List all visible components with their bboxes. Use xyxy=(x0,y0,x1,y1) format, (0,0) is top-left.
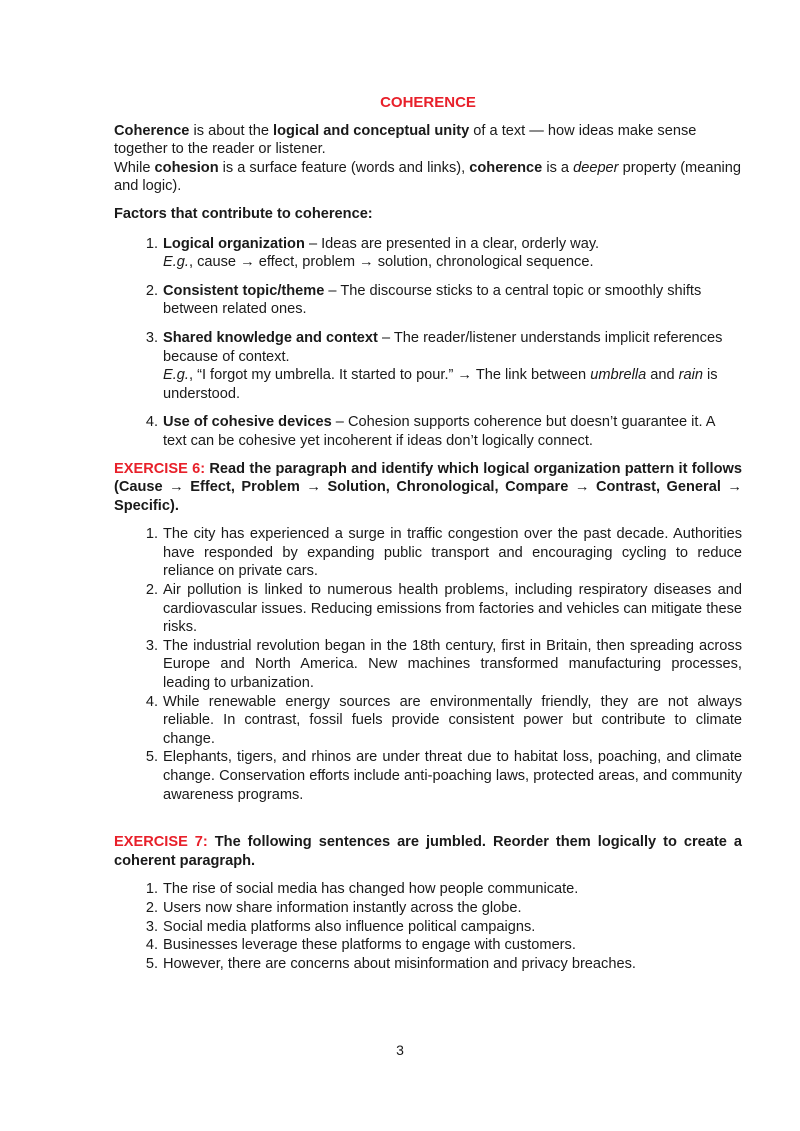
list-item: 4. Businesses leverage these platforms to engage with customers. xyxy=(145,937,576,954)
list-item: 1. The rise of social media has changed how people communicate. xyxy=(145,881,579,898)
exercise-6-heading: EXERCISE 6: Read the paragraph and identify which logical organization pattern it follows (Cause → Effect, Problem → Solution, Chronological, Compare → Contrast, General → Specific). xyxy=(114,460,742,514)
intro-comparison: While cohesion is a surface feature (words and links), coherence is a deeper property (meaning and logic). xyxy=(114,159,742,195)
list-item: 2. Users now share information instantly across the globe. xyxy=(145,899,522,916)
factors-heading: Factors that contribute to coherence: xyxy=(114,205,373,222)
list-item: 2. Consistent topic/theme – The discourse sticks to a central topic or smoothly shifts between related ones. xyxy=(145,282,702,318)
exercise-6-list xyxy=(114,525,742,804)
page-title: COHERENCE xyxy=(380,94,476,111)
list-item: 2. Air pollution is linked to numerous health problems, including respiratory diseases and cardiovascular issues. Reducing emissions from factories and vehicles can mitigate these risks. xyxy=(145,582,742,636)
exercise-7-list xyxy=(114,880,742,973)
intro-term-coherence: Coherence xyxy=(114,122,190,139)
list-item: 5. Elephants, tigers, and rhinos are under threat due to habitat loss, poaching, and climate change. Conservation efforts include anti-poaching laws, protected areas, and community awareness programs. xyxy=(145,749,742,803)
list-item: 3. The industrial revolution began in the 18th century, first in Britain, then spreading across Europe and North America. New machines transformed manufacturing processes, leading to urbanization. xyxy=(145,637,742,692)
list-item: 3. Shared knowledge and context – The reader/listener understands implicit references because of context. E.g., “I forgot my umbrella. It started to pour.” → The link between umbrella and rain is understood. xyxy=(145,329,723,402)
page-number: 3 xyxy=(396,1042,404,1058)
list-item: 4. Use of cohesive devices – Cohesion supports coherence but doesn’t guarantee it. A text can be cohesive yet incoherent if ideas don’t logically connect. xyxy=(145,414,715,449)
list-item: 5. However, there are concerns about misinformation and privacy breaches. xyxy=(145,955,636,972)
document-page xyxy=(114,94,742,973)
list-item: 3. Social media platforms also influence political campaigns. xyxy=(145,918,536,935)
list-item: 1. The city has experienced a surge in traffic congestion over the past decade. Authorities have responded by expanding public transport and encouraging cycling to reduce reliance on private cars. xyxy=(145,526,742,580)
list-item: 4. While renewable energy sources are environmentally friendly, they are not always reliable. In contrast, fossil fuels provide consistent power but contribute to climate change. xyxy=(145,693,742,747)
factors-list xyxy=(114,235,742,451)
list-item: 1. Logical organization – Ideas are presented in a clear, orderly way. E.g., cause → effect, problem → solution, chronological sequence. xyxy=(145,235,600,271)
intro-paragraph: Coherence is about the logical and conceptual unity of a text — how ideas make sense together to the reader or listener. xyxy=(114,122,697,158)
exercise-7-heading: EXERCISE 7: The following sentences are jumbled. Reorder them logically to create a coherent paragraph. xyxy=(114,834,742,869)
